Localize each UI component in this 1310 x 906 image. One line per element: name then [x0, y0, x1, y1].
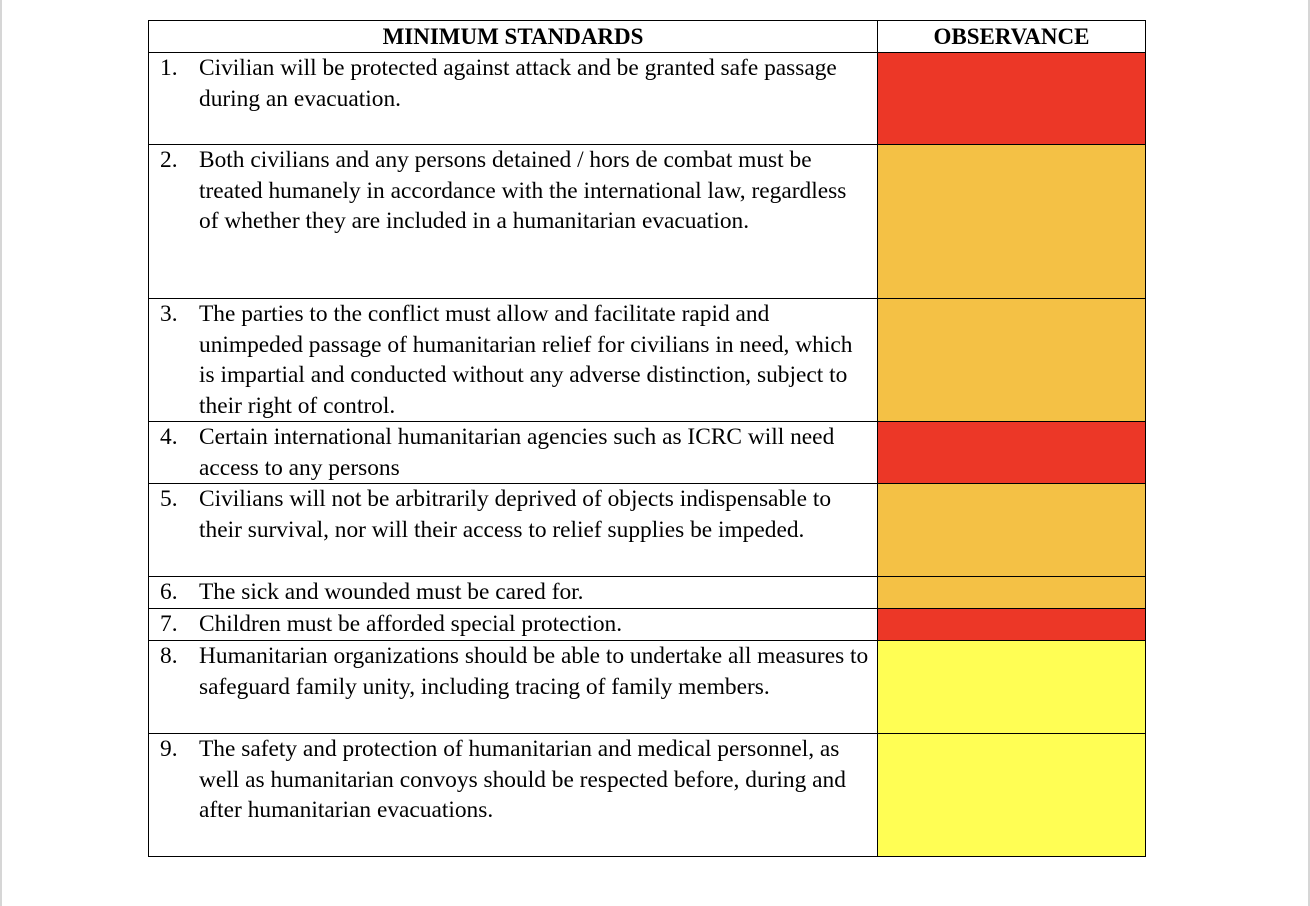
standard-text: Civilians will not be arbitrarily deprived of objects indispensable to their survival, nor will their access to relief supplies be impeded.: [199, 486, 832, 543]
table-row: [149, 53, 1146, 145]
standard-text: Humanitarian organizations should be able to undertake all measures to safeguard family unity, including tracing of family members.: [199, 643, 869, 700]
standard-cell: [149, 53, 878, 145]
observance-cell: [878, 484, 1146, 577]
standard-cell: [149, 577, 878, 609]
observance-cell: [878, 577, 1146, 609]
table-row: [149, 641, 1146, 734]
standard-cell: [149, 145, 878, 299]
table-row: [149, 734, 1146, 857]
observance-cell: [878, 53, 1146, 145]
item-number: 5.: [160, 486, 178, 512]
item-number: 4.: [160, 424, 178, 450]
item-number: 8.: [160, 643, 178, 669]
table-row: [149, 299, 1146, 422]
observance-cell: [878, 145, 1146, 299]
standard-text: The sick and wounded must be cared for.: [199, 579, 584, 605]
table-row: [149, 484, 1146, 577]
standard-cell: [149, 734, 878, 857]
standard-text: Both civilians and any persons detained / hors de combat must be treated humanely in accordance with the international law, regardless of whether they are included in a humanitarian evacuation.: [199, 147, 847, 234]
item-number: 2.: [160, 147, 178, 173]
standard-cell: [149, 609, 878, 641]
table-row: [149, 577, 1146, 609]
item-number: 7.: [160, 611, 178, 637]
standard-cell: [149, 641, 878, 734]
observance-cell: [878, 641, 1146, 734]
observance-cell: [878, 609, 1146, 641]
observance-cell: [878, 299, 1146, 422]
item-number: 1.: [160, 55, 178, 81]
table-row: [149, 145, 1146, 299]
item-number: 3.: [160, 301, 178, 327]
standard-text: The parties to the conflict must allow and facilitate rapid and unimpeded passage of humanitarian relief for civilians in need, which is impartial and conducted without any adverse distinction, subject to their right of control.: [199, 301, 853, 419]
page-left-edge: [0, 0, 2, 906]
standards-table: [148, 20, 1146, 857]
standard-text: The safety and protection of humanitarian and medical personnel, as well as humanitarian convoys should be respected before, during and after humanitarian evacuations.: [199, 736, 846, 823]
standard-text: Certain international humanitarian agencies such as ICRC will need access to any persons: [199, 424, 835, 481]
header-minimum-standards: MINIMUM STANDARDS: [149, 21, 878, 53]
item-number: 9.: [160, 736, 178, 762]
standard-text: Children must be afforded special protection.: [199, 611, 623, 637]
observance-cell: [878, 422, 1146, 484]
observance-cell: [878, 734, 1146, 857]
standard-cell: [149, 299, 878, 422]
standard-cell: [149, 422, 878, 484]
table-row: [149, 609, 1146, 641]
header-observance: OBSERVANCE: [878, 21, 1146, 53]
standard-text: Civilian will be protected against attack and be granted safe passage during an evacuation.: [199, 55, 837, 112]
table-row: [149, 422, 1146, 484]
item-number: 6.: [160, 579, 178, 605]
standard-cell: [149, 484, 878, 577]
table-header-row: [149, 21, 1146, 53]
